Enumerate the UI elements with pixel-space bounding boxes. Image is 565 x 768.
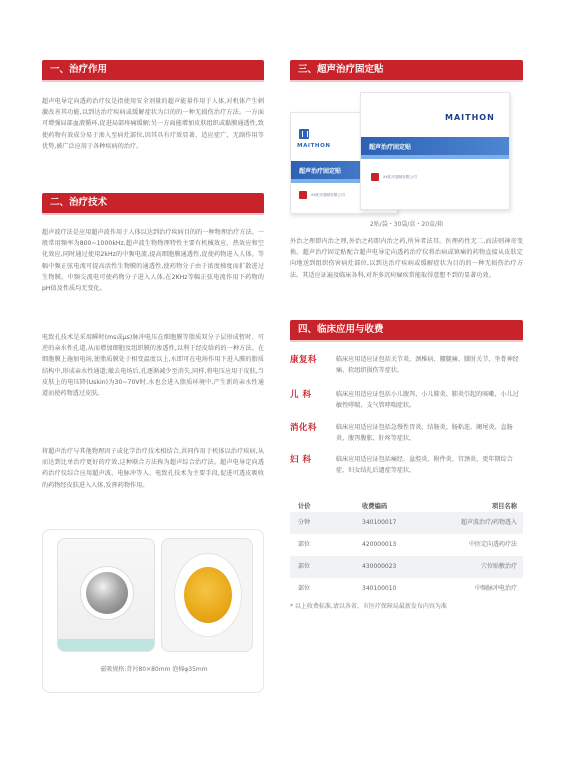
fee-code: 340100017	[362, 519, 397, 526]
header-item: 项目名称	[491, 503, 517, 510]
section-title: 二、治疗技术	[50, 197, 108, 208]
company-name-front: XX医疗器械有限公司	[383, 175, 417, 179]
section-title: 一、治疗作用	[50, 64, 108, 75]
section-header-treatment-effect	[42, 60, 264, 80]
packaging-caption: 2贴/袋・30袋/盒・20盒/箱	[369, 221, 444, 228]
company-logo-icon	[299, 191, 307, 199]
fee-item: 中频脉冲电治疗	[474, 585, 517, 592]
backing-strip	[58, 639, 154, 651]
header-unit: 计价	[298, 503, 311, 510]
fee-footnote: * 以上收费标准,请以各省、市医疗保障局最新发布内容为准	[290, 603, 447, 610]
clinical-item	[290, 388, 523, 416]
photo-caption: 磁吸规格:背衬80×80mm 泡棉φ35mm	[100, 666, 208, 673]
header-code: 收费编码	[362, 503, 388, 510]
table-row	[290, 512, 523, 534]
metal-disc-icon	[86, 572, 128, 614]
product-box-front	[360, 92, 510, 210]
fee-unit: 部位	[298, 585, 311, 592]
brand-text-front: MAITHON	[445, 113, 495, 122]
table-row	[290, 578, 523, 600]
section-title: 四、临床应用与收费	[298, 324, 384, 335]
company-name-back: XX医疗器械有限公司	[311, 193, 345, 197]
product-name-front: 超声治疗固定贴	[369, 144, 412, 151]
fee-item: 中医定向透药疗法	[468, 541, 517, 548]
gel-pad-icon	[184, 567, 232, 623]
clinical-text: 临床应用适应证包括急慢性胃炎、结肠炎、肠粘连、阑尾炎、直肠炎、腹泻腹胀、肝疼等症状。	[336, 424, 513, 443]
product-packaging-image	[290, 82, 523, 214]
band-stripe-front	[361, 155, 509, 159]
fee-unit: 分钟	[298, 519, 311, 526]
clinical-text: 临床应用适应证包括小儿腹泻、小儿肺炎、肺炎引起的咳嗽、小儿过敏性哮喘、支气管哮喘症状。	[336, 391, 519, 410]
clinical-item	[290, 353, 523, 381]
technology-paragraph-2: 电致孔技术是采用瞬时(ms或μs)脉冲电压在细胞膜等脂质双分子层形成暂时、可逆的亲水性孔道,从而增加细胞及组织膜的渗透性,以利于经皮给药的一种方法。在细胞膜上施加电场,使脂质膜处于相变温度以上,水即可在电场作用下进入膜的脂质结构中,形成亲水性通道;撤去电场后,孔逐渐减少至消失,同样,将电压应用于皮肤,当皮肤上的电压降(Uskin)为30~70V时,水也会进入脂质环境中,产生新的亲水性通道而使药物透过皮肤。	[42, 334, 264, 398]
gel-patch-image	[161, 538, 253, 652]
clinical-label: 消化科	[290, 423, 318, 433]
section-header-fixation-patch	[290, 60, 523, 80]
fee-item: 超声波治疗/药物透入	[460, 519, 517, 526]
treatment-effect-paragraph: 超声电导定向透药治疗仪是指使用安全剂量的超声能量作用于人体,对机体产生刺激改善其功能,以到达治疗疾病或缓解症状为目的的一种无损伤治疗方法。一方面可增强局部血液循环,促进局部疼痛缓解;另一方面能增加皮肤组织或黏膜通透性,致使药物有效成分易于渗入至病灶部位,因其具有疗效显著、适应症广、无副作用等优势,被广泛应用于各种疾病的治疗。	[42, 98, 264, 150]
section-title: 三、超声治疗固定贴	[298, 64, 384, 75]
fee-unit: 部位	[298, 541, 311, 548]
section-header-treatment-technology	[42, 193, 264, 213]
clinical-label: 康复科	[290, 355, 318, 365]
clinical-item	[290, 421, 523, 449]
clinical-text: 临床应用适应证包括关节炎、颈椎病、腰腿痛、膝肘关节、坐骨神经痛、软组织损伤等症状。	[336, 356, 519, 375]
fixation-patch-paragraph: 外治之理即内治之理,外治之药即内治之药,所异者法耳。医理药性无二,而法则神奇变换。超声治疗固定贴配合超声电导定向透药治疗仪将治病或镇痛的药物直接从皮肤定向地送到组织伤害病灶部位,以到达治疗疾病或缓解症状为目的的一种无损伤治疗方法。其适应证遍及临床各科,对许多沉疴痼疾常能取得意想不到的显著功效。	[290, 238, 523, 279]
technology-paragraph-1: 超声波疗法是应用超声波作用于人体以达到治疗疾病目的的一种物理治疗方法。一般常用频率为800~1000kHz,超声波生物物理特性主要有机械效应、热效应和空化效应,同时通过使用2kHz的中频电流,提高细胞膜通透性,促使药物进入人体。等幅中频正弦电流可提高活性生物膜的通透性,使药物分子由于浓度梯度而扩散进过生物膜。中频交流电可使药物分子进入人体,在2KHz等幅正弦电流作用下药物的pH值及性质均无变化。	[42, 229, 264, 293]
company-logo-icon	[371, 173, 379, 181]
table-row	[290, 556, 523, 578]
fee-unit: 部位	[298, 563, 311, 570]
product-name-back: 超声治疗固定贴	[299, 168, 342, 175]
clinical-label: 妇 科	[290, 455, 312, 465]
magnetic-patch-image	[57, 538, 155, 652]
brand-text-back: MAITHON	[297, 143, 331, 149]
fee-code: 430000023	[362, 563, 397, 570]
patch-photo-card	[42, 529, 264, 693]
box-band-front	[361, 137, 509, 155]
clinical-label: 儿 科	[290, 390, 312, 400]
clinical-item	[290, 453, 523, 481]
clinical-text: 临床应用适应证包括痛经、盆腔炎、附件炎、宫颈炎、更年期综合症、妇女结扎后遗症等症状。	[336, 456, 513, 475]
fee-code: 340100010	[362, 585, 397, 592]
fee-item: 穴位贴敷治疗	[480, 563, 517, 570]
maithon-logo-icon	[299, 129, 309, 139]
technology-paragraph-3: 将超声治疗与其他物理因子或化学治疗技术相结合,共同作用于机体以治疗疾病,从而达到比单治疗更好的疗效,这种联合方法称为超声综合治疗法。超声电导定向透药治疗仪综合应用超声波、电脉冲等入、电致孔技术为主要手段,促进可透皮吸收的药物经皮肤进入人体,发挥药物作用。	[42, 448, 264, 489]
section-header-clinical-fees	[290, 320, 523, 340]
fee-code: 420000013	[362, 541, 397, 548]
table-row	[290, 534, 523, 556]
